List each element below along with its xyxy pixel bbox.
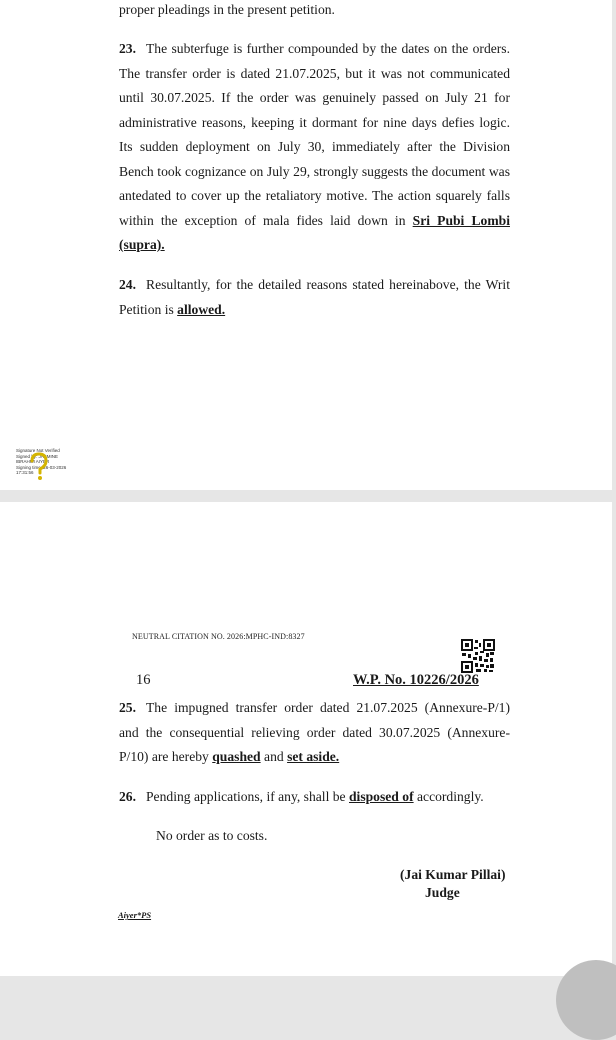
paragraph-number: 23. — [119, 41, 136, 56]
qr-code-icon — [461, 639, 495, 673]
signature-status: Signature Not Verified — [16, 448, 60, 453]
signature-clock: 17:31:56 — [16, 470, 34, 475]
neutral-citation: NEUTRAL CITATION NO. 2026:MPHC-IND:8327 — [132, 632, 305, 641]
case-number: W.P. No. 10226/2026 — [353, 672, 479, 688]
paragraph-number: 26. — [119, 789, 136, 804]
document-page-1 — [0, 0, 612, 490]
paragraph-text-end: accordingly. — [417, 789, 484, 804]
typist-initials: Aiyer*PS — [118, 910, 152, 920]
paragraph-continuation: proper pleadings in the present petition. — [119, 2, 335, 17]
paragraph-24 — [119, 273, 510, 322]
page-number: 16 — [136, 672, 151, 688]
paragraph-text: Pending applications, if any, shall be — [146, 789, 346, 804]
paragraph-26 — [119, 785, 510, 810]
signature-time: Signing time: 26-03-2026 — [16, 464, 67, 470]
judge-name: (Jai Kumar Pillai) — [400, 867, 506, 882]
document-page-2 — [0, 502, 612, 976]
disposed-term: disposed of — [349, 789, 414, 804]
set-aside-term: set aside. — [287, 749, 340, 764]
case-citation: Sri Pubi Lombi (supra). — [119, 212, 510, 252]
judge-title: Judge — [425, 885, 460, 900]
costs-order: No order as to costs. — [156, 828, 268, 843]
paragraph-text: The subterfuge is further compounded by the dates on the orders. The transfer order is dated 21.07.2025, but it was not communicated until 30.07.2025. If the order was genuinely passed on July 21 for administrative reasons, keeping it dormant for nine days defies logic. Its sudden deployment on July 30, immediately after the Division Bench took cognizance on July 29, strongly suggests the document was antedated to cover up the retaliatory motive. The action squarely falls within the exception of mala fides laid down in — [119, 41, 510, 228]
result-allowed: allowed. — [177, 301, 226, 317]
signature-check-icon — [28, 452, 50, 482]
paragraph-number: 24. — [119, 277, 136, 292]
paragraph-23 — [119, 37, 510, 258]
paragraph-text: The impugned transfer order dated 21.07.2025 (Annexure-P/1) and the consequential relieving order dated 30.07.2025 (Annexure-P/10) are hereby — [119, 700, 510, 764]
paragraph-25 — [119, 696, 510, 770]
paragraph-number: 25. — [119, 700, 136, 715]
signature-signer: Signed by: JASMINE IBRAHIM AIYER — [16, 453, 59, 464]
judge-signature-block — [400, 866, 520, 902]
quashed-term: quashed — [212, 749, 261, 764]
conjunction: and — [264, 749, 284, 764]
paragraph-text: Resultantly, for the detailed reasons stated hereinabove, the Writ Petition is — [119, 277, 510, 317]
